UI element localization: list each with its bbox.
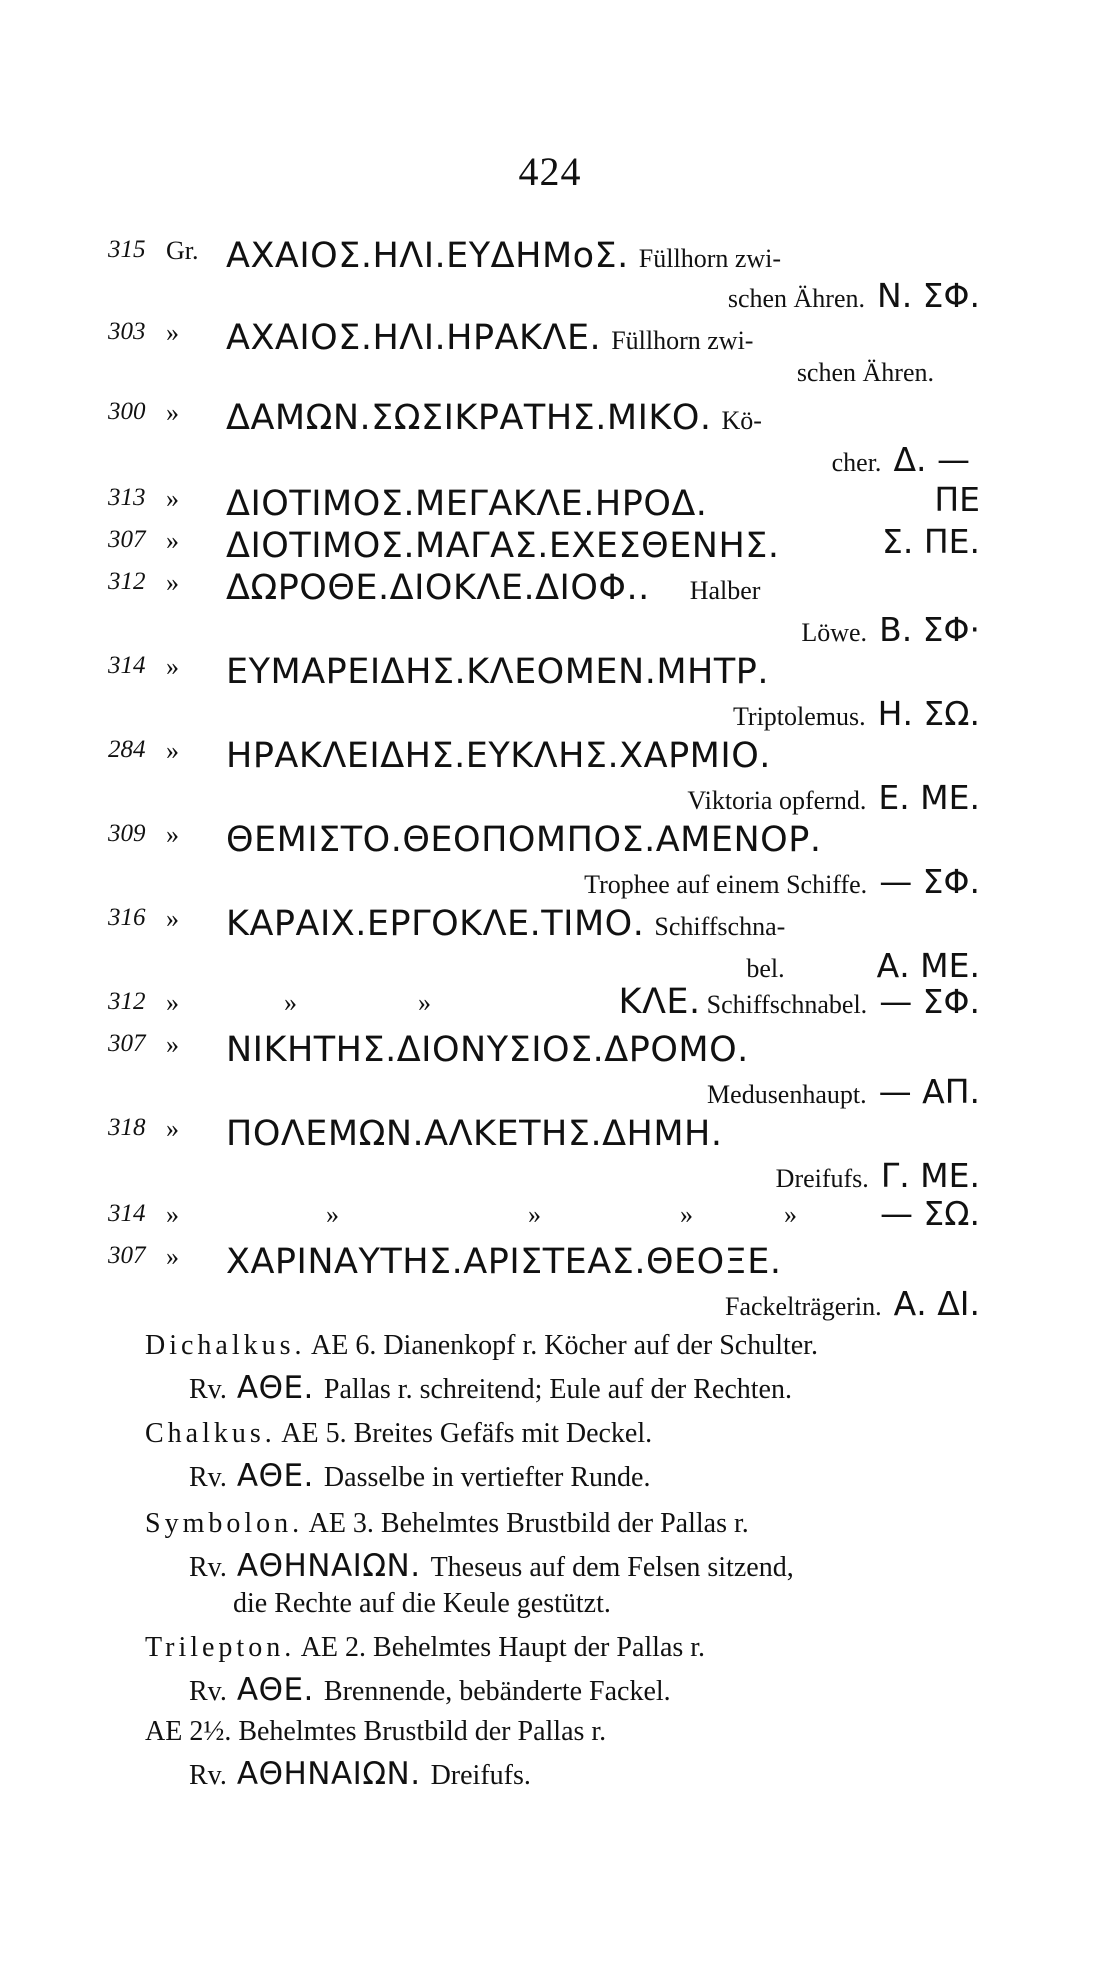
magistrate-mark: — ΣΦ. — [879, 982, 980, 1021]
reverse-line — [189, 1458, 650, 1494]
magistrate-mark: — ΑΠ. — [878, 1072, 980, 1111]
entry-denomination: Gr. — [166, 236, 199, 265]
entry-denomination: » — [166, 1030, 179, 1059]
greek-legend: ΚΑΡΑΙΧ.ΕΡΓΟΚΛΕ.ΤΙΜΟ. — [226, 904, 645, 944]
coin-obverse: AE 2. Behelmtes Haupt der Pallas r. — [300, 1632, 706, 1663]
entry-weight: 314 — [108, 652, 146, 679]
greek-legend: ΔΙΟΤΙΜΟΣ.ΜΕΓΑΚΛΕ.ΗΡΟΔ. — [226, 484, 708, 524]
entry-description: Halber — [689, 576, 761, 605]
entry-weight: 312 — [108, 568, 146, 595]
magistrate-mark: Α. ΔΙ. — [893, 1284, 980, 1323]
coin-denomination: Chalkus. — [145, 1418, 276, 1449]
page-number: 424 — [518, 149, 582, 194]
coin-denomination: Trilepton. — [145, 1632, 296, 1663]
entry-weight: 316 — [108, 904, 146, 931]
entry-description-cont: Trophee auf einem Schiffe. — [584, 870, 868, 899]
obverse-line — [145, 1418, 652, 1450]
entry-marks — [922, 480, 980, 519]
entry-denomination: » — [166, 484, 179, 513]
greek-legend: ΑΘΗΝΑΙΩΝ. — [236, 1548, 421, 1584]
entry-weight: 307 — [108, 1242, 146, 1269]
entry-line-1 — [226, 652, 769, 692]
greek-legend: ΑΘΕ. — [236, 1458, 314, 1494]
entry-line-1 — [226, 736, 771, 776]
coin-denomination: Dichalkus. — [145, 1330, 306, 1361]
entry-description-cont: Medusenhaupt. — [707, 1080, 867, 1109]
reverse-line — [189, 1548, 794, 1584]
entry-weight: 303 — [108, 318, 146, 345]
entry-line-1 — [226, 820, 821, 860]
magistrate-mark: Γ. ΜΕ. — [880, 1156, 980, 1195]
entry-weight: 309 — [108, 820, 146, 847]
entry-denomination: » — [166, 904, 179, 933]
rv-label: Rv. — [189, 1374, 227, 1405]
magistrate-mark: Η. ΣΩ. — [877, 694, 980, 733]
magistrate-mark: Ν. ΣΦ. — [877, 276, 980, 315]
entry-description: Füllhorn zwi- — [611, 326, 754, 355]
greek-legend: ΑΘΕ. — [236, 1370, 314, 1406]
magistrate-mark: Β. ΣΦ· — [879, 610, 980, 649]
coin-reverse: Pallas r. schreitend; Eule auf der Rechten. — [323, 1374, 792, 1405]
entry-line-2 — [736, 946, 980, 985]
ditto-mark: » — [284, 988, 297, 1017]
coin-reverse: Theseus auf dem Felsen sitzend, — [430, 1552, 794, 1583]
entry-weight: 313 — [108, 484, 146, 511]
greek-legend: ΕΥΜΑΡΕΙΔΗΣ.ΚΛΕΟΜΕΝ.ΜΗΤΡ. — [226, 652, 769, 692]
greek-legend: ΝΙΚΗΤΗΣ.ΔΙΟΝΥΣΙΟΣ.ΔΡΟΜΟ. — [226, 1030, 749, 1070]
entry-line-1 — [226, 236, 781, 276]
coin-denomination: Symbolon. — [145, 1508, 304, 1539]
entry-line-1 — [226, 1242, 782, 1282]
greek-legend: ΑΘΕ. — [236, 1672, 314, 1708]
greek-legend: ΑΧΑΙΟΣ.ΗΛΙ.ΗΡΑΚΛΕ. — [226, 318, 602, 358]
greek-legend: ΗΡΑΚΛΕΙΔΗΣ.ΕΥΚΛΗΣ.ΧΑΡΜΙΟ. — [226, 736, 771, 776]
entry-line-2 — [574, 862, 980, 901]
entry-line-1 — [226, 568, 760, 608]
magistrate-mark: Σ. ΠΕ. — [882, 522, 980, 561]
greek-legend: ΔΙΟΤΙΜΟΣ.ΜΑΓΑΣ.ΕΧΕΣΘΕΝΗΣ. — [226, 526, 780, 566]
coin-reverse: Dreifufs. — [430, 1760, 531, 1791]
entry-description-cont: Viktoria opfernd. — [687, 786, 867, 815]
entry-weight: 314 — [108, 1200, 146, 1227]
coin-obverse: AE 3. Behelmtes Brustbild der Pallas r. — [308, 1508, 749, 1539]
entry-description: Schiffschnabel. — [706, 990, 868, 1019]
greek-legend: ΑΘΗΝΑΙΩΝ. — [236, 1756, 421, 1792]
entry-line-1 — [226, 484, 707, 524]
entry-line-2 — [718, 276, 980, 315]
entry-marks — [870, 522, 980, 561]
coin-obverse: AE 6. Dianenkopf r. Köcher auf der Schulter. — [311, 1330, 818, 1361]
entry-denomination: » — [166, 736, 179, 765]
entry-denomination: » — [166, 988, 179, 1017]
entry-description-cont: Triptolemus. — [732, 702, 866, 731]
greek-legend: ΚΛΕ. — [618, 982, 701, 1022]
entry-line-1 — [226, 318, 753, 358]
entry-description-cont: schen Ähren. — [727, 284, 866, 313]
ditto-mark: » — [326, 1200, 339, 1229]
rv-label: Rv. — [189, 1552, 227, 1583]
entry-denomination: » — [166, 318, 179, 347]
rv-label: Rv. — [189, 1462, 227, 1493]
entry-description-cont: Löwe. — [801, 618, 868, 647]
entry-description-cont: schen Ähren. — [796, 358, 934, 387]
coin-reverse: Brennende, bebänderte Fackel. — [323, 1676, 671, 1707]
obverse-line — [145, 1716, 606, 1748]
entry-marks — [868, 1194, 980, 1233]
coin-reverse: Dasselbe in vertiefter Runde. — [323, 1462, 651, 1493]
greek-legend: ΔΑΜΩΝ.ΣΩΣΙΚΡΑΤΗΣ.ΜΙΚΟ. — [226, 398, 712, 438]
entry-denomination: » — [166, 398, 179, 427]
magistrate-mark: ΠΕ — [934, 480, 980, 519]
entry-line-2 — [822, 440, 970, 479]
entry-denomination: » — [166, 1242, 179, 1271]
entry-line-2 — [791, 610, 980, 649]
ditto-mark: » — [680, 1200, 693, 1229]
entry-description: Schiffschna- — [654, 912, 786, 941]
reverse-line — [189, 1756, 531, 1792]
entry-line-1 — [226, 398, 762, 438]
entry-line-2 — [715, 1284, 980, 1323]
greek-legend: ΑΧΑΙΟΣ.ΗΛΙ.ΕΥΔΗΜοΣ. — [226, 236, 629, 276]
coin-obverse: AE 5. Breites Gefäfs mit Deckel. — [281, 1418, 653, 1449]
greek-legend: ΠΟΛΕΜΩΝ.ΑΛΚΕΤΗΣ.ΔΗΜΗ. — [226, 1114, 723, 1154]
entry-weight: 315 — [108, 236, 146, 263]
entry-line-1 — [226, 526, 780, 566]
entry-line-1 — [226, 904, 785, 944]
entry-denomination: » — [166, 526, 179, 555]
magistrate-mark: Δ. — — [893, 440, 970, 479]
entry-denomination: » — [166, 1114, 179, 1143]
obverse-line — [145, 1330, 818, 1362]
entry-line-1 — [226, 1030, 749, 1070]
ditto-mark: » — [528, 1200, 541, 1229]
magistrate-mark: — ΣΦ. — [879, 862, 980, 901]
greek-legend: ΘΕΜΙΣΤΟ.ΘΕΟΠΟΜΠΟΣ.ΑΜΕΝΟΡ. — [226, 820, 822, 860]
entry-weight: 318 — [108, 1114, 146, 1141]
entry-line-2 — [787, 358, 934, 388]
entry-denomination: » — [166, 652, 179, 681]
entry-description-cont: Dreifufs. — [775, 1164, 869, 1193]
entry-weight: 284 — [108, 736, 146, 763]
entry-description-cont: cher. — [831, 448, 882, 477]
greek-legend: ΔΩΡΟΘΕ.ΔΙΟΚΛΕ.ΔΙΟΦ.. — [226, 568, 650, 608]
entry-weight: 312 — [108, 988, 146, 1015]
rv-label: Rv. — [189, 1760, 227, 1791]
entry-line-2 — [677, 778, 980, 817]
entry-description-cont: bel. — [746, 954, 785, 983]
entry-weight: 307 — [108, 526, 146, 553]
obverse-line — [145, 1508, 749, 1540]
entry-description-cont: Fackelträgerin. — [724, 1292, 882, 1321]
entry-line-2 — [723, 694, 980, 733]
obverse-line — [145, 1632, 705, 1664]
rv-label: Rv. — [189, 1676, 227, 1707]
reverse-line — [189, 1672, 671, 1708]
entry-denomination: » — [166, 820, 179, 849]
entry-line-2 — [766, 1156, 980, 1195]
ditto-mark: » — [784, 1200, 797, 1229]
entry-weight: 300 — [108, 398, 146, 425]
reverse-line — [189, 1370, 792, 1406]
entry-description: Füllhorn zwi- — [638, 244, 782, 273]
coin-denomination: AE 2½. — [145, 1716, 232, 1747]
entry-line-1 — [226, 1114, 722, 1154]
magistrate-mark: Ε. ΜΕ. — [878, 778, 980, 817]
entry-weight: 307 — [108, 1030, 146, 1057]
coin-obverse: Behelmtes Brustbild der Pallas r. — [238, 1716, 607, 1747]
reverse-line-cont: die Rechte auf die Keule gestützt. — [233, 1588, 611, 1619]
entry-line-2 — [697, 1072, 980, 1111]
magistrate-mark: — ΣΩ. — [879, 1194, 980, 1233]
magistrate-mark: Α. ΜΕ. — [876, 946, 980, 985]
ditto-mark: » — [418, 988, 431, 1017]
entry-denomination: » — [166, 1200, 179, 1229]
entry-line-1 — [619, 982, 981, 1022]
entry-description: Kö- — [721, 406, 762, 435]
greek-legend: ΧΑΡΙΝΑΥΤΗΣ.ΑΡΙΣΤΕΑΣ.ΘΕΟΞΕ. — [226, 1242, 782, 1282]
entry-denomination: » — [166, 568, 179, 597]
